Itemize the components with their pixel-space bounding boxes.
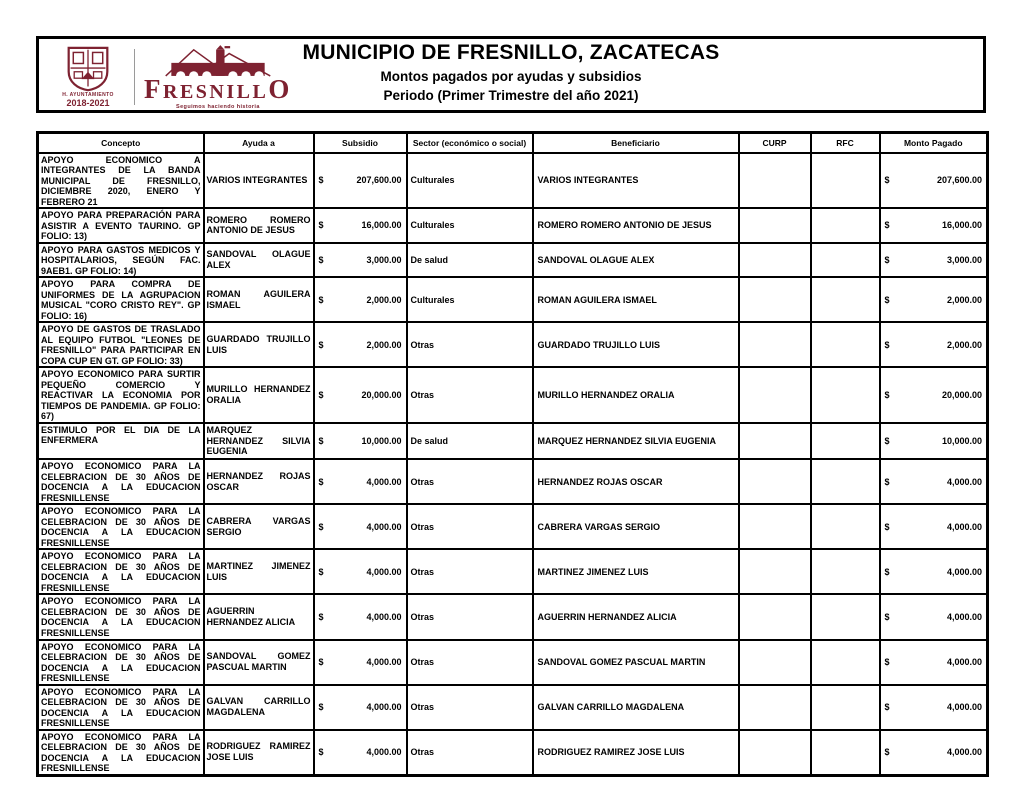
column-header-1: Concepto bbox=[38, 133, 204, 153]
amount: 16,000.00 bbox=[361, 220, 402, 231]
currency-symbol: $ bbox=[318, 521, 324, 532]
cell-concepto: APOYO PARA GASTOS MEDICOS Y HOSPITALARIOS, SEGÚN FAC. 9AEB1. GP FOLIO: 14) bbox=[38, 243, 204, 278]
cell-beneficiario: ROMERO ROMERO ANTONIO DE JESUS bbox=[533, 208, 739, 243]
cell-sector: Otras bbox=[407, 549, 533, 594]
fresnillo-wordmark: FRESNILLO bbox=[144, 73, 292, 104]
cell-ayuda-a: AGUERRIN HERNANDEZ ALICIA bbox=[204, 594, 314, 639]
table-row bbox=[38, 423, 988, 459]
cell-subsidio bbox=[314, 208, 407, 243]
cell-ayuda-a: SANDOVAL GOMEZ PASCUAL MARTIN bbox=[204, 640, 314, 685]
amount: 4,000.00 bbox=[366, 566, 402, 577]
cell-ayuda-a: MARQUEZ HERNANDEZ SILVIA EUGENIA bbox=[204, 423, 314, 459]
cell-beneficiario: VARIOS INTEGRANTES bbox=[533, 153, 739, 209]
amount: 20,000.00 bbox=[361, 390, 402, 401]
currency-symbol: $ bbox=[884, 702, 890, 713]
column-header-2: Ayuda a bbox=[204, 133, 314, 153]
cell-ayuda-a: SANDOVAL OLAGUE ALEX bbox=[204, 243, 314, 278]
cell-rfc bbox=[811, 730, 880, 776]
cell-sector: Otras bbox=[407, 459, 533, 504]
cell-beneficiario: CABRERA VARGAS SERGIO bbox=[533, 504, 739, 549]
cell-subsidio bbox=[314, 640, 407, 685]
cell-curp bbox=[739, 367, 811, 423]
column-header-6: CURP bbox=[739, 133, 811, 153]
cell-beneficiario: HERNANDEZ ROJAS OSCAR bbox=[533, 459, 739, 504]
cell-ayuda-a: GALVAN CARRILLO MAGDALENA bbox=[204, 685, 314, 730]
currency-symbol: $ bbox=[884, 254, 890, 265]
currency-symbol: $ bbox=[884, 611, 890, 622]
cell-monto-pagado bbox=[880, 459, 988, 504]
currency-symbol: $ bbox=[884, 390, 890, 401]
amount: 4,000.00 bbox=[946, 476, 982, 487]
amount: 4,000.00 bbox=[366, 521, 402, 532]
cell-monto-pagado bbox=[880, 594, 988, 639]
cell-sector: Otras bbox=[407, 322, 533, 367]
currency-symbol: $ bbox=[884, 294, 890, 305]
cell-sector: Otras bbox=[407, 367, 533, 423]
cell-concepto: APOYO ECONOMICO PARA LA CELEBRACION DE 30 AÑOS DE DOCENCIA A LA EDUCACION FRESNILLENSE bbox=[38, 594, 204, 639]
cell-concepto: APOYO ECONOMICO PARA SURTIR PEQUEÑO COMERCIO Y REACTIVAR LA ECONOMIA POR TIEMPOS DE PANDEMIA. GP FOLIO: 67) bbox=[38, 367, 204, 423]
cell-subsidio bbox=[314, 594, 407, 639]
cell-curp bbox=[739, 594, 811, 639]
cell-ayuda-a: MARTINEZ JIMENEZ LUIS bbox=[204, 549, 314, 594]
cell-subsidio bbox=[314, 549, 407, 594]
cell-sector: Culturales bbox=[407, 277, 533, 322]
cell-rfc bbox=[811, 367, 880, 423]
cell-monto-pagado bbox=[880, 277, 988, 322]
cell-ayuda-a: VARIOS INTEGRANTES bbox=[204, 153, 314, 209]
amount: 4,000.00 bbox=[946, 747, 982, 758]
cell-concepto: APOYO PARA PREPARACIÓN PARA ASISTIR A EVENTO TAURINO. GP FOLIO: 13) bbox=[38, 208, 204, 243]
cell-sector: Culturales bbox=[407, 153, 533, 209]
fresnillo-tagline: Seguimos haciendo historia bbox=[176, 103, 260, 110]
cell-sector: Otras bbox=[407, 504, 533, 549]
cell-ayuda-a: ROMAN AGUILERA ISMAEL bbox=[204, 277, 314, 322]
cell-concepto: APOYO ECONOMICO PARA LA CELEBRACION DE 30 AÑOS DE DOCENCIA A LA EDUCACION FRESNILLENSE bbox=[38, 685, 204, 730]
currency-symbol: $ bbox=[884, 657, 890, 668]
currency-symbol: $ bbox=[884, 339, 890, 350]
amount: 4,000.00 bbox=[946, 566, 982, 577]
cell-subsidio bbox=[314, 504, 407, 549]
amount: 4,000.00 bbox=[366, 747, 402, 758]
amount: 4,000.00 bbox=[946, 657, 982, 668]
cell-rfc bbox=[811, 549, 880, 594]
currency-symbol: $ bbox=[318, 476, 324, 487]
table-row bbox=[38, 208, 988, 243]
cell-curp bbox=[739, 153, 811, 209]
cell-concepto: ESTIMULO POR EL DIA DE LA ENFERMERA bbox=[38, 423, 204, 459]
cell-monto-pagado bbox=[880, 640, 988, 685]
currency-symbol: $ bbox=[884, 476, 890, 487]
currency-symbol: $ bbox=[884, 521, 890, 532]
currency-symbol: $ bbox=[884, 175, 890, 186]
cell-sector: De salud bbox=[407, 423, 533, 459]
cell-monto-pagado bbox=[880, 730, 988, 776]
column-header-4: Sector (económico o social) bbox=[407, 133, 533, 153]
cell-subsidio bbox=[314, 243, 407, 278]
cell-concepto: APOYO DE GASTOS DE TRASLADO AL EQUIPO FUTBOL "LEONES DE FRESNILLO" PARA PARTICIPAR EN COPA CUP EN GT. GP FOLIO: 33) bbox=[38, 322, 204, 367]
cell-ayuda-a: HERNANDEZ ROJAS OSCAR bbox=[204, 459, 314, 504]
currency-symbol: $ bbox=[318, 294, 324, 305]
cell-sector: Culturales bbox=[407, 208, 533, 243]
cell-subsidio bbox=[314, 423, 407, 459]
cell-monto-pagado bbox=[880, 367, 988, 423]
page-title: MUNICIPIO DE FRESNILLO, ZACATECAS bbox=[302, 41, 720, 64]
table-row bbox=[38, 459, 988, 504]
cell-subsidio bbox=[314, 685, 407, 730]
cell-concepto: APOYO ECONOMICO PARA LA CELEBRACION DE 30 AÑOS DE DOCENCIA A LA EDUCACION FRESNILLENSE bbox=[38, 640, 204, 685]
cell-beneficiario: SANDOVAL OLAGUE ALEX bbox=[533, 243, 739, 278]
table-row bbox=[38, 243, 988, 278]
amount: 20,000.00 bbox=[941, 390, 982, 401]
amount: 4,000.00 bbox=[946, 521, 982, 532]
cell-ayuda-a: GUARDADO TRUJILLO LUIS bbox=[204, 322, 314, 367]
currency-symbol: $ bbox=[318, 339, 324, 350]
table-row bbox=[38, 504, 988, 549]
cell-monto-pagado bbox=[880, 322, 988, 367]
cell-beneficiario: MARTINEZ JIMENEZ LUIS bbox=[533, 549, 739, 594]
cell-beneficiario: MURILLO HERNANDEZ ORALIA bbox=[533, 367, 739, 423]
cell-rfc bbox=[811, 594, 880, 639]
cell-sector: Otras bbox=[407, 730, 533, 776]
crest-years: 2018-2021 bbox=[66, 98, 110, 108]
cell-sector: Otras bbox=[407, 594, 533, 639]
cell-beneficiario: SANDOVAL GOMEZ PASCUAL MARTIN bbox=[533, 640, 739, 685]
amount: 3,000.00 bbox=[946, 254, 982, 265]
cell-beneficiario: RODRIGUEZ RAMIREZ JOSE LUIS bbox=[533, 730, 739, 776]
table-row bbox=[38, 367, 988, 423]
cell-rfc bbox=[811, 685, 880, 730]
cell-monto-pagado bbox=[880, 423, 988, 459]
table-row bbox=[38, 730, 988, 776]
currency-symbol: $ bbox=[318, 657, 324, 668]
table-row bbox=[38, 594, 988, 639]
cell-rfc bbox=[811, 243, 880, 278]
cell-curp bbox=[739, 459, 811, 504]
amount: 10,000.00 bbox=[941, 436, 982, 447]
column-header-8: Monto Pagado bbox=[880, 133, 988, 153]
page-subtitle: Montos pagados por ayudas y subsidios bbox=[380, 69, 642, 84]
amount: 3,000.00 bbox=[366, 254, 402, 265]
cell-subsidio bbox=[314, 730, 407, 776]
amount: 2,000.00 bbox=[946, 294, 982, 305]
cell-sector: Otras bbox=[407, 685, 533, 730]
cell-curp bbox=[739, 208, 811, 243]
amount: 16,000.00 bbox=[941, 220, 982, 231]
cell-ayuda-a: RODRIGUEZ RAMIREZ JOSE LUIS bbox=[204, 730, 314, 776]
table-header-row bbox=[38, 133, 988, 153]
cell-ayuda-a: CABRERA VARGAS SERGIO bbox=[204, 504, 314, 549]
cell-rfc bbox=[811, 277, 880, 322]
table-row bbox=[38, 685, 988, 730]
cell-monto-pagado bbox=[880, 153, 988, 209]
page-period: Periodo (Primer Trimestre del año 2021) bbox=[383, 88, 639, 103]
currency-symbol: $ bbox=[318, 175, 324, 186]
cell-curp bbox=[739, 730, 811, 776]
amount: 4,000.00 bbox=[366, 702, 402, 713]
cell-ayuda-a: ROMERO ROMERO ANTONIO DE JESUS bbox=[204, 208, 314, 243]
cell-beneficiario: MARQUEZ HERNANDEZ SILVIA EUGENIA bbox=[533, 423, 739, 459]
table-body bbox=[38, 153, 988, 776]
cell-ayuda-a: MURILLO HERNANDEZ ORALIA bbox=[204, 367, 314, 423]
column-header-7: RFC bbox=[811, 133, 880, 153]
amount: 207,600.00 bbox=[936, 175, 982, 186]
amount: 4,000.00 bbox=[946, 702, 982, 713]
table-row bbox=[38, 549, 988, 594]
currency-symbol: $ bbox=[884, 747, 890, 758]
currency-symbol: $ bbox=[318, 747, 324, 758]
amount: 2,000.00 bbox=[946, 339, 982, 350]
cell-sector: De salud bbox=[407, 243, 533, 278]
amount: 4,000.00 bbox=[366, 611, 402, 622]
cell-monto-pagado bbox=[880, 504, 988, 549]
cell-beneficiario: GUARDADO TRUJILLO LUIS bbox=[533, 322, 739, 367]
column-header-5: Beneficiario bbox=[533, 133, 739, 153]
cell-sector: Otras bbox=[407, 640, 533, 685]
currency-symbol: $ bbox=[318, 254, 324, 265]
cell-concepto: APOYO ECONOMICO PARA LA CELEBRACION DE 30 AÑOS DE DOCENCIA A LA EDUCACION FRESNILLENSE bbox=[38, 730, 204, 776]
cell-monto-pagado bbox=[880, 243, 988, 278]
cell-monto-pagado bbox=[880, 685, 988, 730]
cell-curp bbox=[739, 243, 811, 278]
document-header bbox=[36, 36, 986, 113]
cell-concepto: APOYO PARA COMPRA DE UNIFORMES DE LA AGRUPACION MUSICAL "CORO CRISTO REY". GP FOLIO: 16) bbox=[38, 277, 204, 322]
amount: 4,000.00 bbox=[946, 611, 982, 622]
cell-rfc bbox=[811, 423, 880, 459]
title-block bbox=[39, 41, 983, 103]
cell-subsidio bbox=[314, 322, 407, 367]
cell-curp bbox=[739, 322, 811, 367]
cell-rfc bbox=[811, 208, 880, 243]
currency-symbol: $ bbox=[318, 436, 324, 447]
currency-symbol: $ bbox=[318, 390, 324, 401]
cell-rfc bbox=[811, 504, 880, 549]
cell-beneficiario: AGUERRIN HERNANDEZ ALICIA bbox=[533, 594, 739, 639]
currency-symbol: $ bbox=[884, 436, 890, 447]
cell-monto-pagado bbox=[880, 208, 988, 243]
amount: 2,000.00 bbox=[366, 294, 402, 305]
cell-curp bbox=[739, 423, 811, 459]
cell-concepto: APOYO ECONOMICO PARA LA CELEBRACION DE 30 AÑOS DE DOCENCIA A LA EDUCACION FRESNILLENSE bbox=[38, 459, 204, 504]
cell-curp bbox=[739, 504, 811, 549]
cell-curp bbox=[739, 685, 811, 730]
amount: 10,000.00 bbox=[361, 436, 402, 447]
cell-curp bbox=[739, 549, 811, 594]
cell-rfc bbox=[811, 153, 880, 209]
table-row bbox=[38, 322, 988, 367]
crest-label: H. AYUNTAMIENTO bbox=[62, 92, 114, 98]
cell-rfc bbox=[811, 640, 880, 685]
cell-subsidio bbox=[314, 459, 407, 504]
column-header-3: Subsidio bbox=[314, 133, 407, 153]
currency-symbol: $ bbox=[318, 220, 324, 231]
cell-subsidio bbox=[314, 277, 407, 322]
amount: 2,000.00 bbox=[366, 339, 402, 350]
currency-symbol: $ bbox=[318, 611, 324, 622]
payments-table bbox=[36, 131, 989, 777]
amount: 4,000.00 bbox=[366, 476, 402, 487]
cell-concepto: APOYO ECONOMICO A INTEGRANTES DE LA BANDA MUNICIPAL DE FRESNILLO, DICIEMBRE 2020, ENERO Y FEBRERO 21 bbox=[38, 153, 204, 209]
currency-symbol: $ bbox=[884, 220, 890, 231]
cell-concepto: APOYO ECONOMICO PARA LA CELEBRACION DE 30 AÑOS DE DOCENCIA A LA EDUCACION FRESNILLENSE bbox=[38, 504, 204, 549]
cell-curp bbox=[739, 640, 811, 685]
cell-subsidio bbox=[314, 153, 407, 209]
currency-symbol: $ bbox=[318, 566, 324, 577]
table-row bbox=[38, 277, 988, 322]
table-row bbox=[38, 640, 988, 685]
currency-symbol: $ bbox=[318, 702, 324, 713]
cell-monto-pagado bbox=[880, 549, 988, 594]
cell-beneficiario: GALVAN CARRILLO MAGDALENA bbox=[533, 685, 739, 730]
table-row bbox=[38, 153, 988, 209]
cell-subsidio bbox=[314, 367, 407, 423]
amount: 207,600.00 bbox=[356, 175, 402, 186]
cell-concepto: APOYO ECONOMICO PARA LA CELEBRACION DE 30 AÑOS DE DOCENCIA A LA EDUCACION FRESNILLENSE bbox=[38, 549, 204, 594]
cell-rfc bbox=[811, 459, 880, 504]
amount: 4,000.00 bbox=[366, 657, 402, 668]
cell-beneficiario: ROMAN AGUILERA ISMAEL bbox=[533, 277, 739, 322]
cell-curp bbox=[739, 277, 811, 322]
cell-rfc bbox=[811, 322, 880, 367]
currency-symbol: $ bbox=[884, 566, 890, 577]
